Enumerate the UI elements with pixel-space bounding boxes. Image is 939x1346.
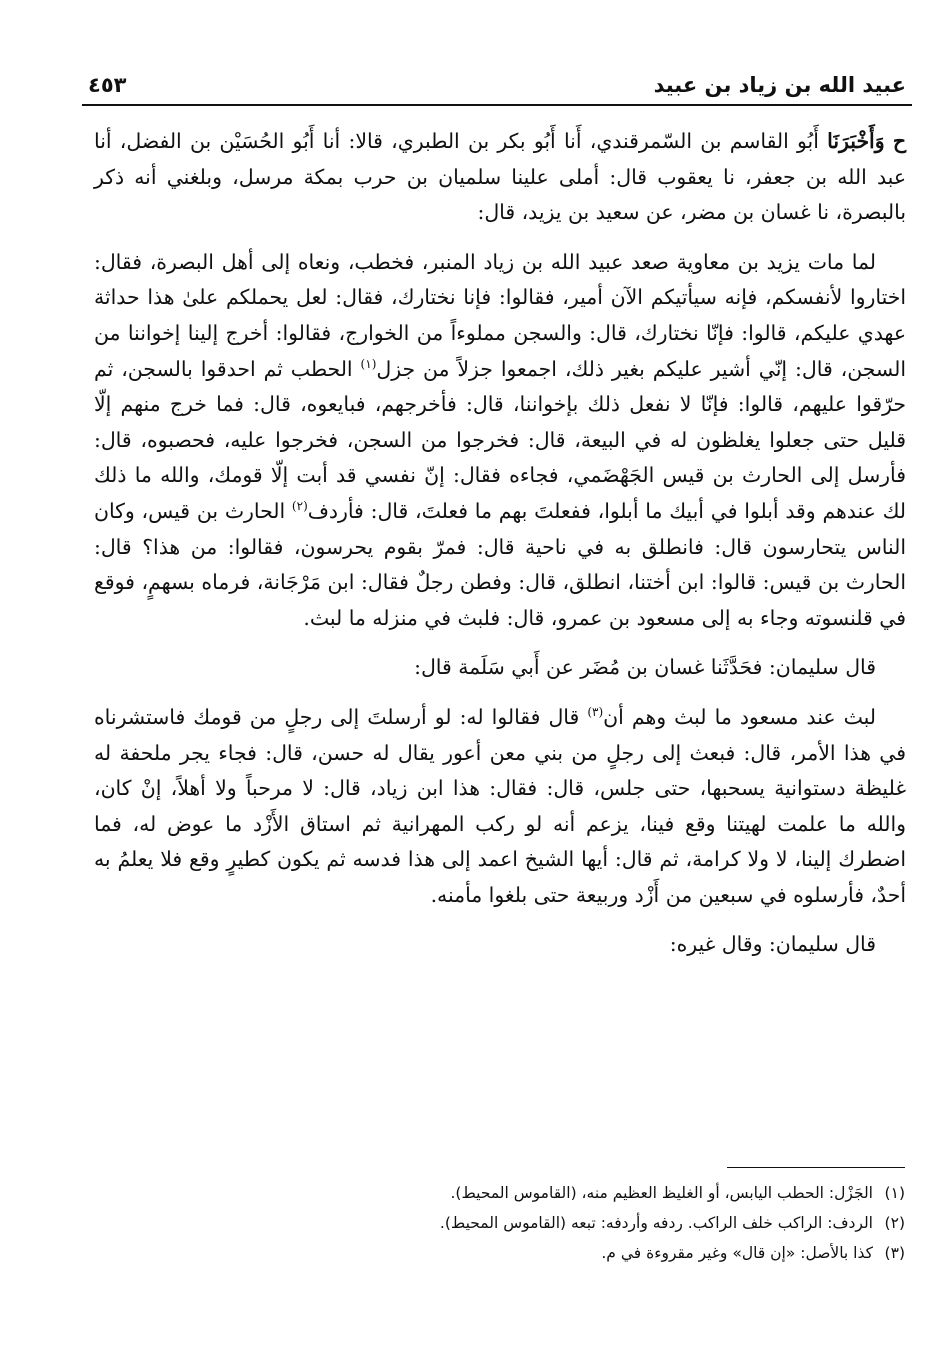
footnote-ref-2[interactable]: (٢): [291, 499, 308, 514]
page-number: ٤٥٣: [88, 73, 127, 97]
footnote-number: (٣): [884, 1244, 905, 1262]
footnote-ref-3[interactable]: (٣): [587, 705, 604, 720]
narrative-text: الحطب ثم احدقوا بالسجن، ثم حرّقوا عليهم، قالوا: فإنّا لا نفعل ذلك بإخواننا، قال: فأخرجهم، فبايعوه، قال: فما خرج منهم إلّا قليل حتى جعلوا يغلظون له في البيعة، قال: فخرجوا من السجن، فخرجوا عليه، فحصبوه، قال: فأرسل إلى الحارث بن قيس الجَهْضَمي، فجاءه فقال: إنّ نفسي قد أبت إلّا قومك، والله ما ذلك لك عندهم وقد أبلوا في أبيك ما أبلوا، ففعلتَ بهم ما فعلتَ، قال: فأردف: [94, 356, 906, 523]
narration-line: [94, 650, 906, 686]
footnotes: [300, 1178, 905, 1268]
lead-word: وَأَخْبَرَنَا: [827, 129, 885, 153]
footnote-ref-1[interactable]: (١): [360, 356, 377, 371]
footnote-number: (١): [884, 1184, 905, 1202]
footnote-number: (٢): [884, 1214, 905, 1232]
footnote-text: كذا بالأصل: «إن قال» وغير مقروءة في م.: [601, 1244, 873, 1262]
footnote-divider: [727, 1167, 905, 1168]
narrative-text: لما مات يزيد بن معاوية صعد عبيد الله بن زياد المنبر، فخطب، ونعاه إلى أهل البصرة، فقال: اختاروا لأنفسكم، فإنه سيأتيكم الآن أمير، فقالوا: فإنا نختارك، فقال: لعل يحملكم علىٰ هذا حداثة عهدي عليكم، قالوا: فإنّا نختارك، قال: والسجن مملوءاً من الخوارج، فقالوا: أخرج إلينا إخواننا من السجن، قال: إنّي أشير عليكم بغير ذلك، اجمعوا جزلاً من جزل: [94, 249, 906, 381]
narrative-paragraph-1: [94, 245, 906, 637]
isnad-paragraph: [94, 124, 906, 231]
page-header: [82, 66, 912, 106]
isnad-text: أَبُو القاسم بن السّمرقندي، أَنا أَبُو بكر بن الطبري، قالا: أنا أَبُو الحُسَيْن بن الفضل، أنا عبد الله بن جعفر، نا يعقوب قال: أملى علينا سلميان بن حرب بمكة مرسل، وبلغني أنه ذكر بالبصرة، نا غسان بن مضر، عن سعيد بن يزيد، قال:: [94, 129, 906, 225]
narration-line: [94, 927, 906, 963]
footnote-item: [300, 1208, 905, 1238]
footnote-text: الردف: الراكب خلف الراكب. ردفه وأردفه: تبعه (القاموس المحيط).: [439, 1214, 873, 1232]
narrative-text: لبث عند مسعود ما لبث وهم أن: [603, 704, 876, 729]
narration-text: قال سليمان: فحَدَّثَنا غسان بن مُضَر عن أَبي سَلَمة قال:: [414, 655, 876, 680]
narrative-paragraph-2: [94, 700, 906, 914]
ha-marker: ح: [892, 129, 906, 153]
narration-text: قال سليمان: وقال غيره:: [669, 932, 876, 957]
narrative-text: قال فقالوا له: لو أرسلتَ إلى رجلٍ من قومك فاستشرناه في هذا الأمر، قال: فبعث إلى رجلٍ من بني معن أعور يقال له حسن، قال: فجاء يجر ملحفة له غليظة دستوانية يسحبها، حتى جلس، قال: فقال: هذا ابن زياد، قال: لا مرحباً ولا أهلاً، إنْ كان، والله ما علمت لهيتنا وقع فينا، يزعم أنه لو ركب المهرانية ثم استاق الأَزْد ما عوض له، فما اضطرك إلينا، لا ولا كرامة، ثم قال: أيها الشيخ اعمد إلى هذا فدسه ثم يكون كطيرٍ وقع فلا يعلمُ به أحدٌ، فأرسلوه في سبعين من أَزْد وربيعة حتى بلغوا مأمنه.: [94, 704, 906, 907]
running-head: عبيد الله بن زياد بن عبيد: [653, 73, 906, 97]
narrative-text: الحارث بن قيس، وكان الناس يتحارسون قال: فانطلق به في ناحية قال: فمرّ بقوم يحرسون، فقالوا: من هذا؟ قال: الحارث بن قيس: قالوا: ابن أختنا، انطلق، قال: وفطن رجلٌ فقال: ابن مَرْجَانة، فرماه بسهمٍ، فوقع في قلنسوته وجاء به إلى مسعود بن عمرو، قال: فلبث في منزله ما لبث.: [94, 498, 906, 630]
main-text: [94, 124, 906, 977]
footnote-item: [300, 1178, 905, 1208]
footnote-item: [300, 1238, 905, 1268]
footnote-text: الجَزْل: الحطب اليابس، أو الغليظ العظيم منه، (القاموس المحيط).: [450, 1184, 873, 1202]
